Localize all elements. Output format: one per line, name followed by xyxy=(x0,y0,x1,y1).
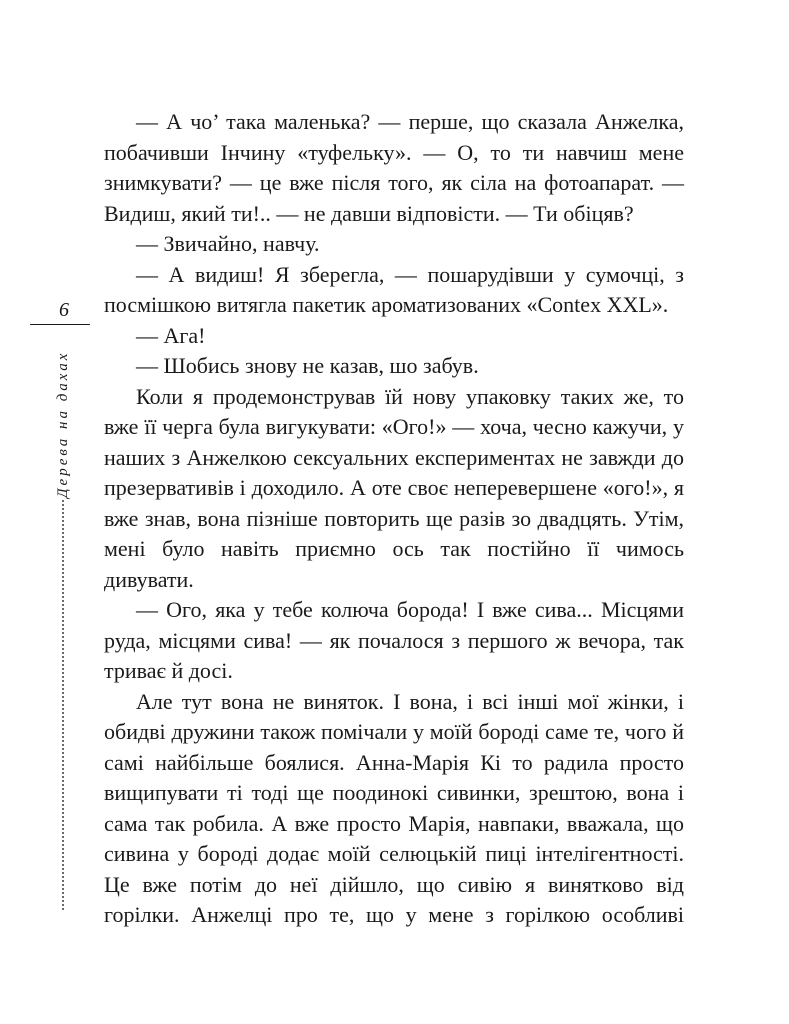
paragraph: Але тут вона не виняток. І вона, і всі інші мої жінки, і обидві дружини також помічали у моїй бороді саме те, чого й самі найбільше боялися. Анна-Марія Кі то радила просто вищипувати ті тоді ще поодинокі сивинки, зрештою, вона і сама так робила. А вже просто Марія, навпаки, вважала, що сивина у бороді додає моїй селюцькій пиці інтелігентності. Це вже потім до неї дійшло, що сивію я винятково від горілки. Анжелці про те, що у мене з горілкою особливі xyxy=(104,688,684,927)
paragraph: Коли я продемонстрував їй нову упаковку таких же, то вже її черга була вигукувати: «Ого!» — хоча, чесно кажучи, у наших з Анжелкою сексуальних експериментах не завжди до презервативів і доходило. А оте своє неперевершене «ого!», я вже знав, вона пізніше повторить ще разів зо двадцять. Утім, мені було навіть приємно ось так постійно її чимось дивувати. xyxy=(104,383,684,592)
paragraph: — Шобись знову не казав, шо забув. xyxy=(136,353,479,378)
page-number-rule xyxy=(30,324,90,325)
text-block xyxy=(104,107,684,931)
paragraph: — Ого, яка у тебе колюча борода! І вже сива... Місцями руда, місцями сива! — як почалося з першого ж вечора, так триває й досі. xyxy=(104,597,684,683)
paragraph: — Ага! xyxy=(136,322,206,348)
paragraph: — А чо’ така маленька? — перше, що сказала Анжелка, побачивши Інчину «туфельку». — О, то ти навчиш мене знимкувати? — це вже після того, як сіла на фотоапарат. — Видиш, який ти!.. — не давши відповісти. — Ти обіцяв? xyxy=(104,109,684,226)
paragraph: — А видиш! Я зберегла, — пошарудівши у сумочці, з посмішкою витягла пакетик ароматизованих «Contex XXL». xyxy=(104,261,684,317)
running-head-dotted-line xyxy=(62,500,64,910)
paragraph: — Звичайно, навчу. xyxy=(136,231,320,256)
running-head-title: Дерева на дахах xyxy=(55,350,71,498)
page-number: 6 xyxy=(59,299,69,321)
